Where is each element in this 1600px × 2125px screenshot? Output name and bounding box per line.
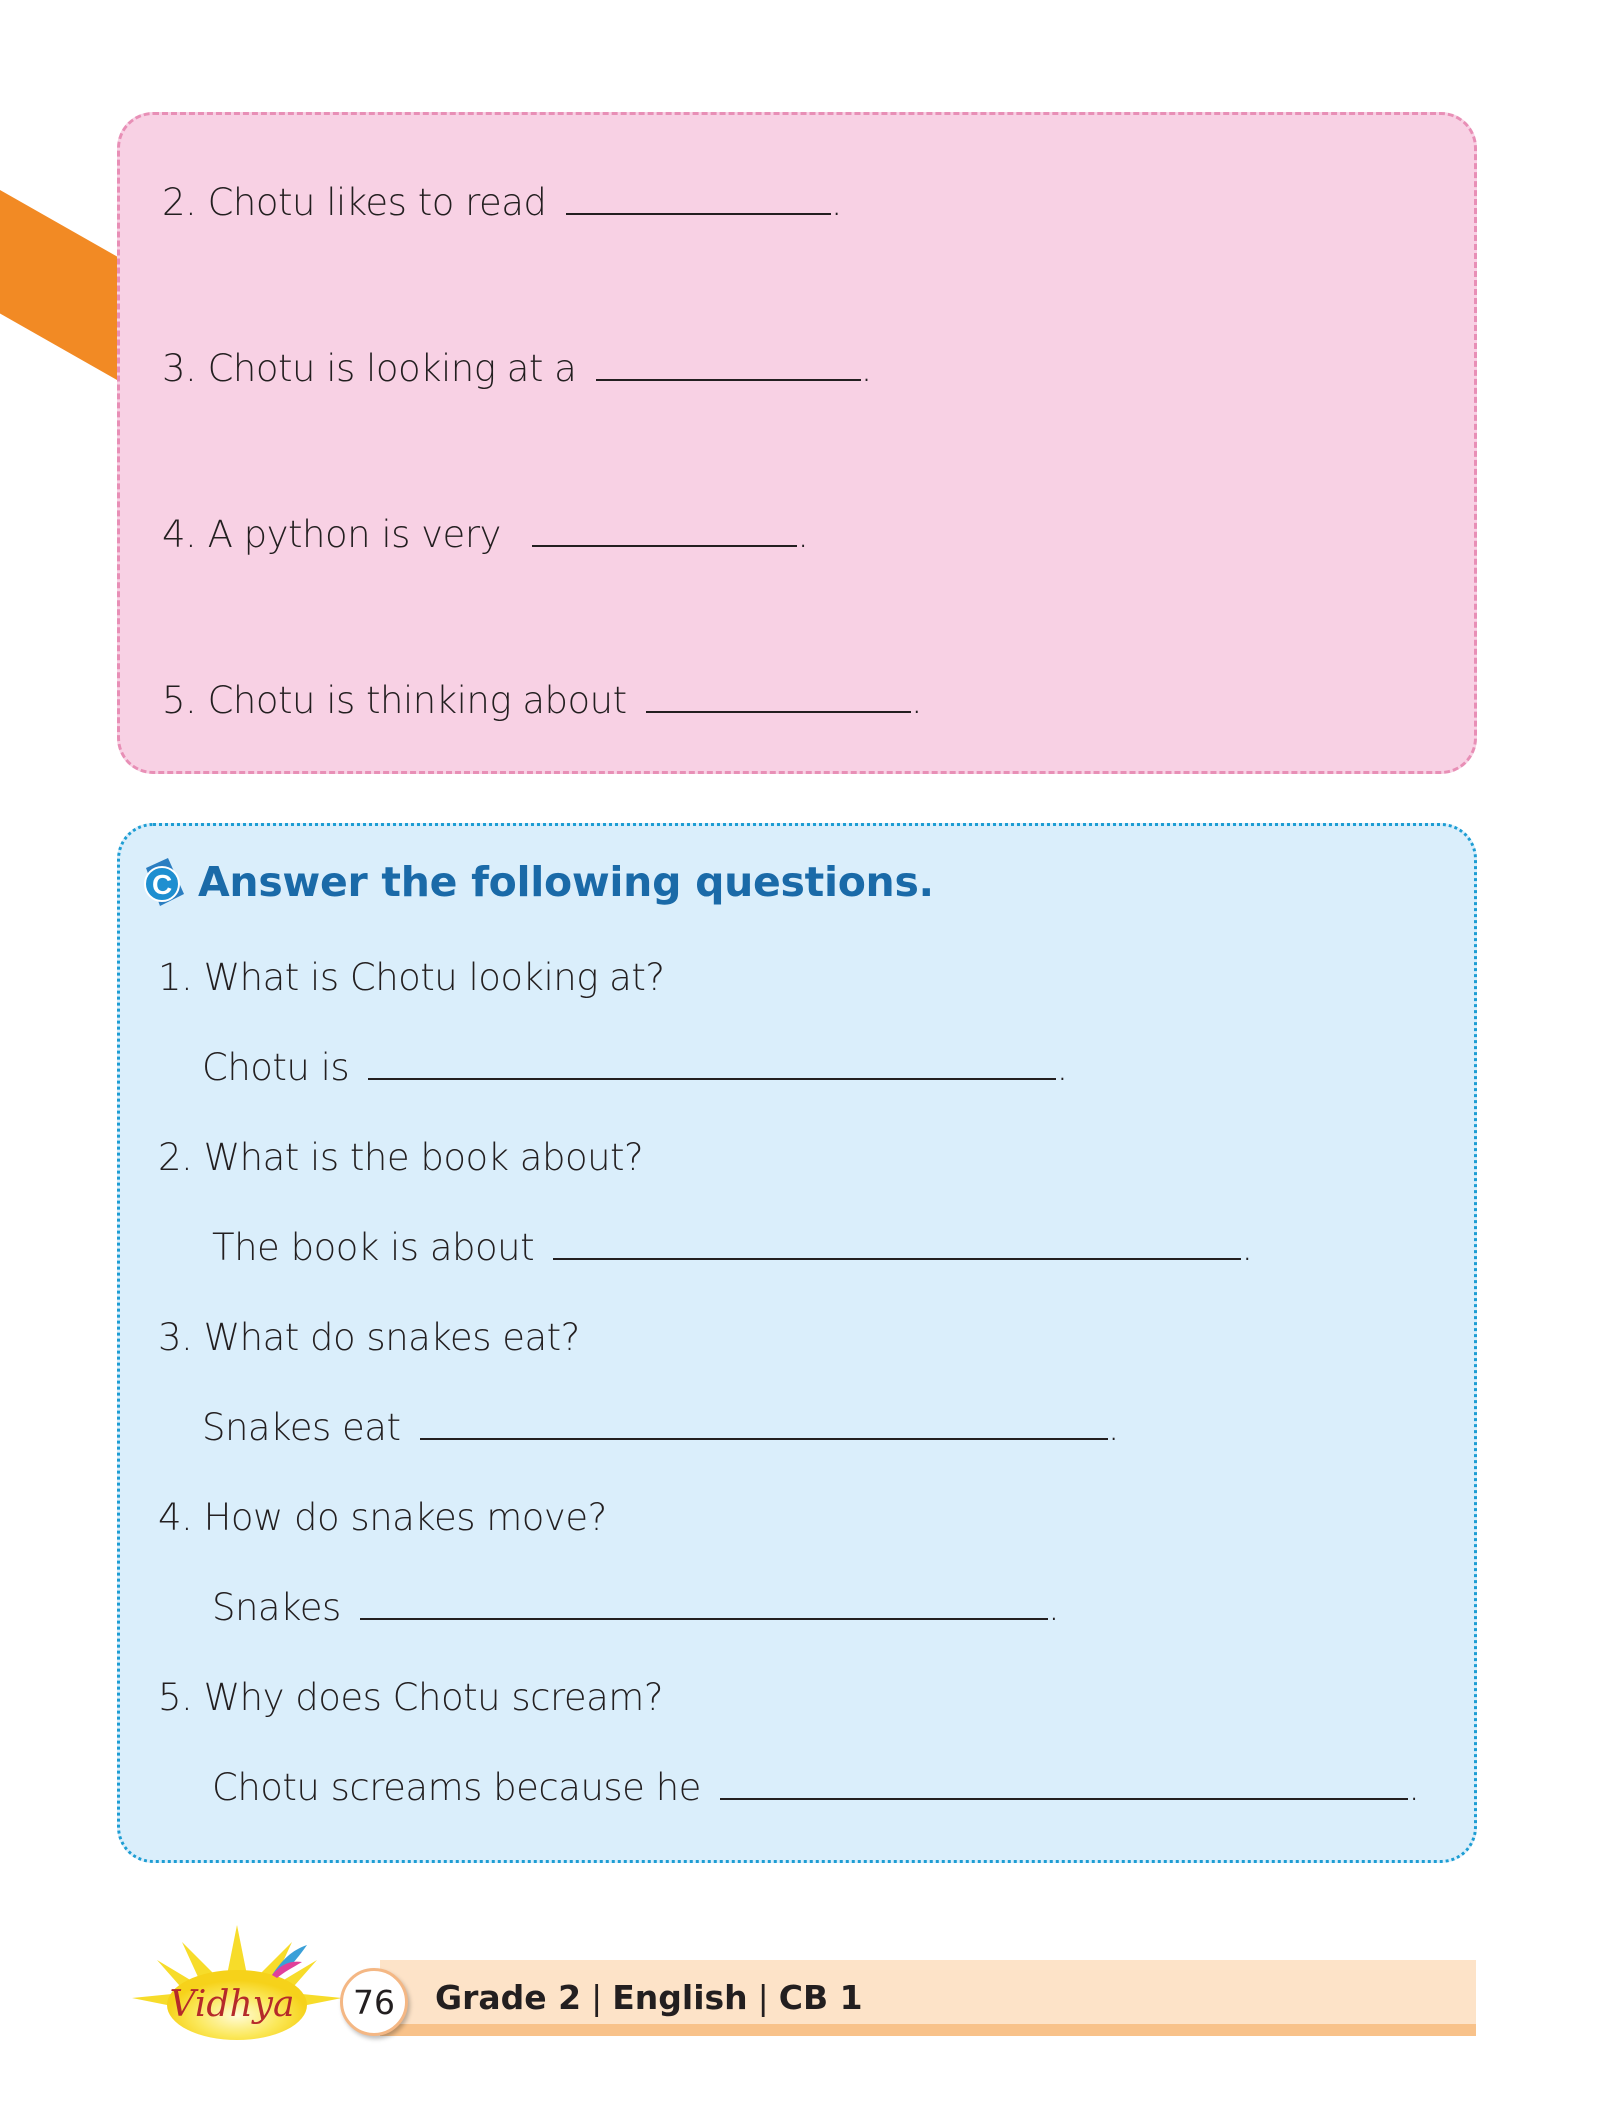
answer-2 bbox=[212, 1226, 1253, 1269]
answer-prefix: Chotu is bbox=[202, 1046, 350, 1089]
fill-blank-item-2 bbox=[162, 181, 842, 224]
footer-book: CB 1 bbox=[778, 1978, 863, 2017]
answer-blank[interactable] bbox=[566, 183, 831, 215]
answer-questions-box bbox=[117, 823, 1477, 1863]
answer-blank[interactable] bbox=[596, 349, 861, 381]
item-text: Chotu is thinking about bbox=[207, 679, 627, 722]
answer-blank[interactable] bbox=[532, 515, 797, 547]
footer-book-info bbox=[435, 1978, 863, 2017]
period: . bbox=[910, 679, 923, 722]
question-2: 2. What is the book about? bbox=[158, 1136, 644, 1179]
separator: | bbox=[757, 1978, 769, 2017]
answer-prefix: Snakes eat bbox=[202, 1406, 401, 1449]
period: . bbox=[1056, 1046, 1068, 1089]
answer-3 bbox=[202, 1406, 1119, 1449]
orange-decorative-tab bbox=[0, 190, 117, 380]
answer-prefix: The book is about bbox=[212, 1226, 535, 1269]
section-c-badge-icon bbox=[138, 854, 188, 910]
answer-5 bbox=[212, 1766, 1419, 1809]
period: . bbox=[797, 513, 809, 556]
svg-text:C: C bbox=[152, 869, 172, 900]
item-number: 3. bbox=[162, 347, 197, 390]
item-text: Chotu likes to read bbox=[207, 181, 547, 224]
answer-blank[interactable] bbox=[360, 1588, 1048, 1620]
fill-blank-item-5 bbox=[162, 679, 922, 722]
period: . bbox=[1107, 1406, 1119, 1449]
item-text: A python is very bbox=[207, 513, 501, 556]
answer-blank[interactable] bbox=[646, 681, 911, 713]
section-heading bbox=[138, 854, 934, 910]
answer-prefix: Chotu screams because he bbox=[212, 1766, 701, 1809]
period: . bbox=[830, 181, 842, 224]
footer-grade: Grade 2 bbox=[435, 1978, 582, 2017]
period: . bbox=[860, 347, 872, 390]
footer-subject: English bbox=[612, 1978, 748, 2017]
period: . bbox=[1241, 1226, 1253, 1269]
fill-in-blanks-box bbox=[117, 112, 1477, 774]
fill-blank-item-4 bbox=[162, 513, 808, 556]
item-text: Chotu is looking at a bbox=[207, 347, 577, 390]
answer-blank[interactable] bbox=[553, 1228, 1241, 1260]
item-number: 5. bbox=[162, 679, 197, 722]
question-1: 1. What is Chotu looking at? bbox=[158, 956, 665, 999]
answer-blank[interactable] bbox=[720, 1768, 1408, 1800]
footer-band-stripe bbox=[380, 2024, 1476, 2036]
question-3: 3. What do snakes eat? bbox=[158, 1316, 580, 1359]
separator: | bbox=[591, 1978, 603, 2017]
item-number: 4. bbox=[162, 513, 197, 556]
period: . bbox=[1048, 1586, 1060, 1629]
period: . bbox=[1408, 1766, 1420, 1809]
item-number: 2. bbox=[162, 181, 197, 224]
page-number: 76 bbox=[340, 1968, 408, 2036]
svg-text:Vidhya: Vidhya bbox=[169, 1984, 295, 2025]
answer-blank[interactable] bbox=[420, 1408, 1108, 1440]
answer-1 bbox=[202, 1046, 1068, 1089]
answer-4 bbox=[212, 1586, 1059, 1629]
question-4: 4. How do snakes move? bbox=[158, 1496, 607, 1539]
answer-blank[interactable] bbox=[368, 1048, 1056, 1080]
section-title: Answer the following questions. bbox=[198, 858, 934, 906]
question-5: 5. Why does Chotu scream? bbox=[158, 1676, 663, 1719]
vidhya-logo bbox=[122, 1920, 352, 2045]
fill-blank-item-3 bbox=[162, 347, 872, 390]
answer-prefix: Snakes bbox=[212, 1586, 341, 1629]
